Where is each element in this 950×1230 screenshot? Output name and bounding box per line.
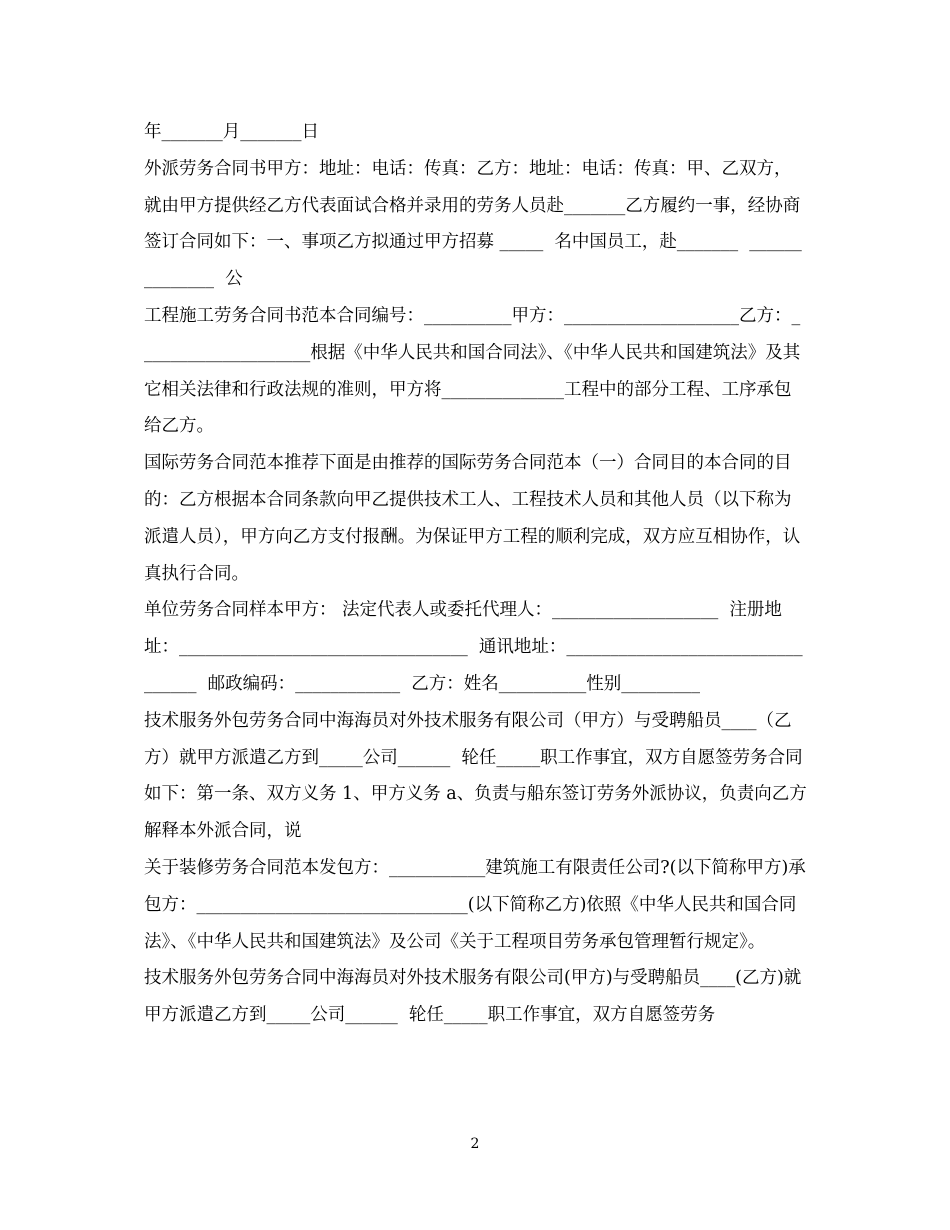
paragraph-international-labor-contract: 国际劳务合同范本推荐下面是由推荐的国际劳务合同范本（一）合同目的本合同的目的：乙方根据本合同条款向甲乙提供技术工人、工程技术人员和其他人员（以下称为派遣人员），甲方向乙方支付报酬。为保证甲方工程的顺利完成，双方应互相协作，认真执行合同。 — [144, 453, 801, 584]
paragraph-construction-labor-contract: 工程施工劳务合同书范本合同编号：__________甲方：____________________乙方：____________________根据《中华人民共和国合同法》、《中华人民共和国建筑法》及其它相关法律和行政法规的准则，甲方将______________工程中的部分工程、工序承包给乙方。 — [144, 305, 801, 437]
document-body — [144, 114, 808, 1034]
paragraph-decoration-labor-contract: 关于装修劳务合同范本发包方：___________建筑施工有限责任公司?(以下简称甲方)承包方：_______________________________(以下简称乙方)依照《中华人民共和国合同法》、《中华人民共和国建筑法》及公司《关于工程项目劳务承包管理暂行规定》。 — [144, 857, 806, 952]
paragraph-tech-service-contract-1: 技术服务外包劳务合同中海海员对外技术服务有限公司（甲方）与受聘船员____（乙方）就甲方派遣乙方到_____公司______ 轮任_____职工作事宜，双方自愿签劳务合同如下：第一条、双方义务 1、甲方义务 a、负责与船东签订劳务外派协议，负责向乙方解释本外派合同，说 — [144, 710, 807, 842]
paragraph-date-line: 年_______月_______日 — [144, 122, 319, 142]
paragraph-unit-labor-contract: 单位劳务合同样本甲方： 法定代表人或委托代理人：___________________ 注册地址：_________________________________ 通讯地址：_________________________________ 邮政编码：____________ 乙方：姓名__________性别_________ — [144, 600, 803, 694]
page-number: 2 — [470, 1136, 480, 1152]
paragraph-overseas-labor-contract: 外派劳务合同书甲方：地址：电话：传真：乙方：地址：电话：传真：甲、乙双方，就由甲方提供经乙方代表面试合格并录用的劳务人员赴_______乙方履约一事，经协商签订合同如下：一、事项乙方拟通过甲方招募 _____ 名中国员工，赴_______ ______________ 公 — [144, 158, 802, 290]
paragraph-tech-service-contract-2: 技术服务外包劳务合同中海海员对外技术服务有限公司(甲方)与受聘船员____(乙方)就甲方派遣乙方到_____公司______ 轮任_____职工作事宜，双方自愿签劳务 — [144, 968, 802, 1026]
